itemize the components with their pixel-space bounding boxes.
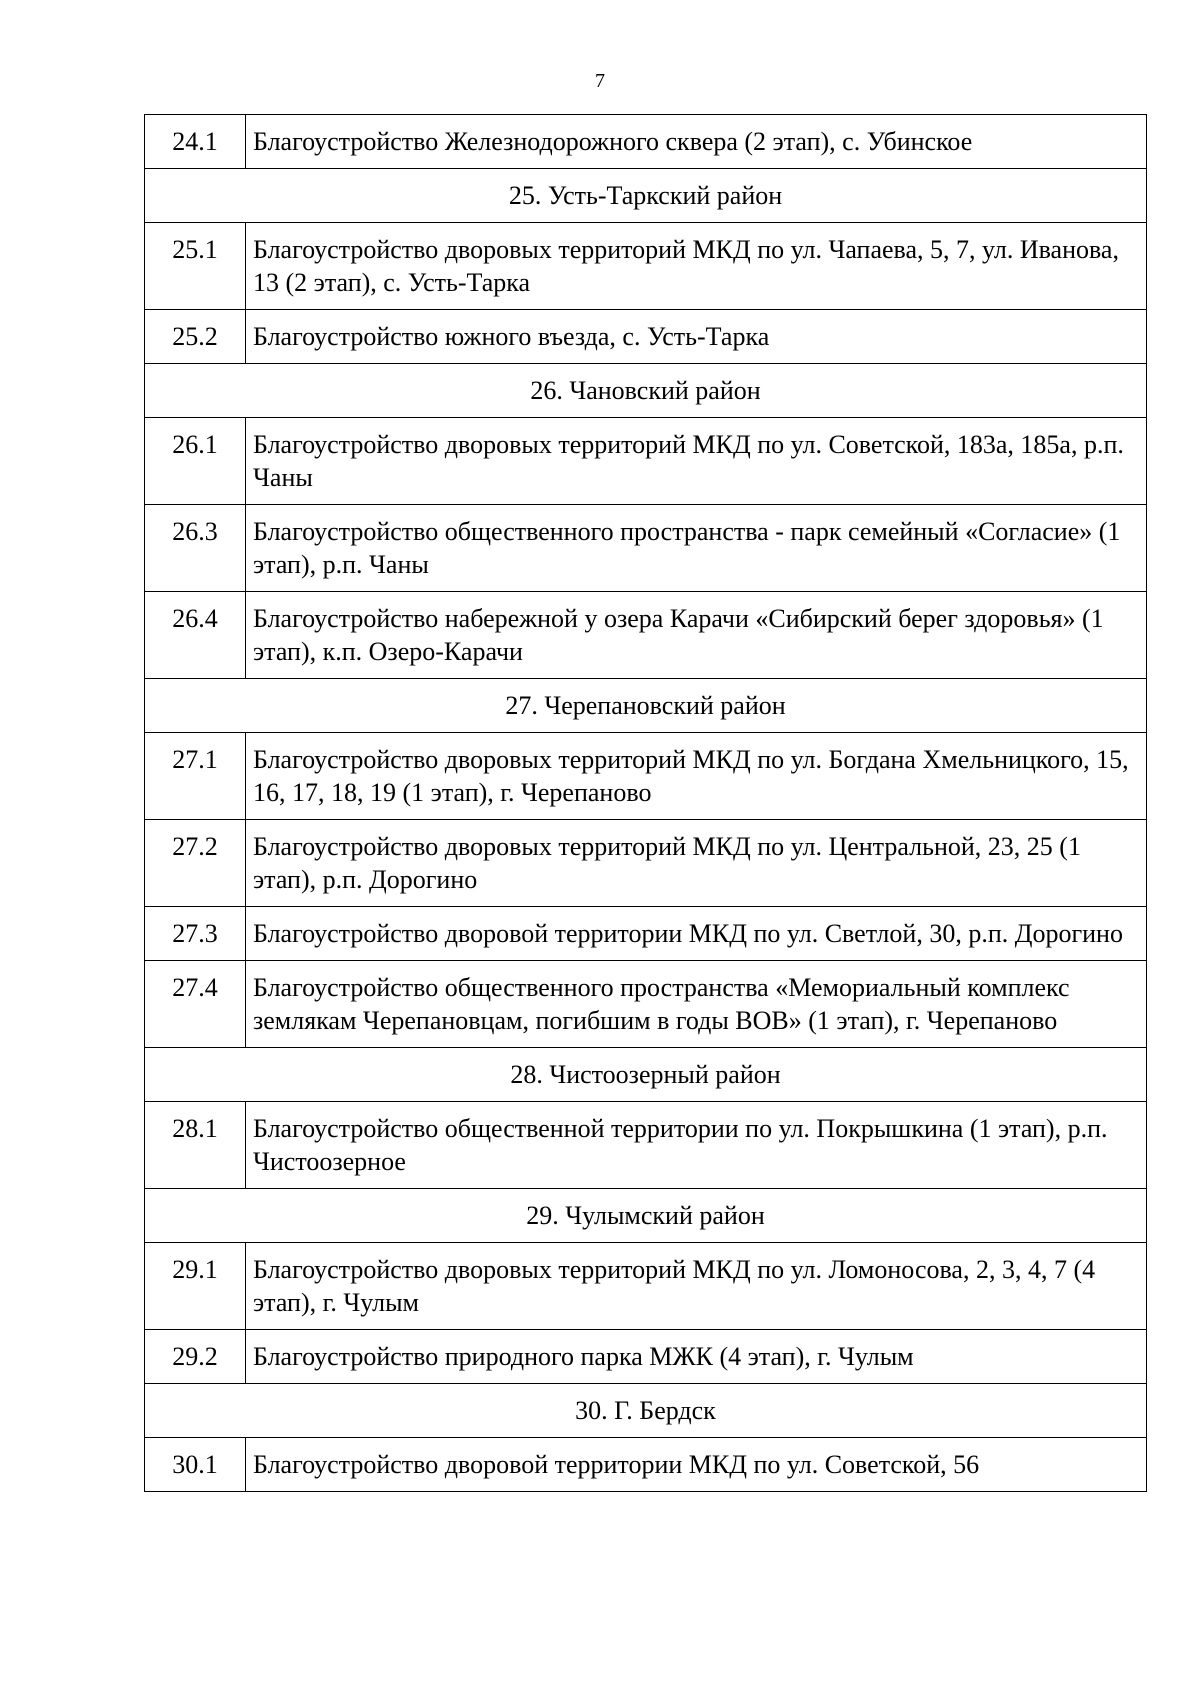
page-number: 7 [595,70,605,92]
table-row [145,418,1147,505]
row-description: Благоустройство дворовых территорий МКД по ул. Ломоносова, 2, 3, 4, 7 (4 этап), г. Чулым [246,1243,1147,1330]
section-title: 27. Черепановский район [145,679,1147,733]
row-description: Благоустройство природного парка МЖК (4 этап), г. Чулым [246,1330,1147,1384]
row-number: 26.4 [145,592,246,679]
row-number: 29.2 [145,1330,246,1384]
row-number: 27.2 [145,820,246,907]
table-row [145,1438,1147,1492]
row-number: 25.2 [145,310,246,364]
table-body [145,115,1147,1492]
row-number: 27.4 [145,961,246,1048]
row-number: 29.1 [145,1243,246,1330]
section-title: 26. Чановский район [145,364,1147,418]
section-title: 30. Г. Бердск [145,1384,1147,1438]
section-row [145,679,1147,733]
row-description: Благоустройство дворовых территорий МКД по ул. Советской, 183а, 185а, р.п. Чаны [246,418,1147,505]
table-row [145,1330,1147,1384]
row-description: Благоустройство дворовой территории МКД по ул. Советской, 56 [246,1438,1147,1492]
table-row [145,907,1147,961]
table-row [145,961,1147,1048]
section-row [145,169,1147,223]
section-row [145,1189,1147,1243]
row-number: 28.1 [145,1102,246,1189]
row-number: 30.1 [145,1438,246,1492]
table-row [145,115,1147,169]
section-title: 25. Усть-Таркский район [145,169,1147,223]
section-row [145,1384,1147,1438]
table-row [145,592,1147,679]
row-number: 27.3 [145,907,246,961]
row-number: 27.1 [145,733,246,820]
row-description: Благоустройство дворовых территорий МКД по ул. Чапаева, 5, 7, ул. Иванова, 13 (2 этап), с. Усть-Тарка [246,223,1147,310]
table-row [145,820,1147,907]
row-number: 26.1 [145,418,246,505]
row-description: Благоустройство южного въезда, с. Усть-Тарка [246,310,1147,364]
table-row [145,1243,1147,1330]
section-title: 28. Чистоозерный район [145,1048,1147,1102]
table-row [145,1102,1147,1189]
row-number: 24.1 [145,115,246,169]
table-row [145,310,1147,364]
row-number: 25.1 [145,223,246,310]
section-row [145,1048,1147,1102]
section-row [145,364,1147,418]
section-title: 29. Чулымский район [145,1189,1147,1243]
row-description: Благоустройство общественной территории по ул. Покрышкина (1 этап), р.п. Чистоозерное [246,1102,1147,1189]
row-description: Благоустройство дворовых территорий МКД по ул. Центральной, 23, 25 (1 этап), р.п. Дорогино [246,820,1147,907]
table-row [145,223,1147,310]
table-row [145,733,1147,820]
row-description: Благоустройство дворовых территорий МКД по ул. Богдана Хмельницкого, 15, 16, 17, 18, 19 (1 этап), г. Черепаново [246,733,1147,820]
row-description: Благоустройство набережной у озера Карачи «Сибирский берег здоровья» (1 этап), к.п. Озеро-Карачи [246,592,1147,679]
row-description: Благоустройство общественного пространства - парк семейный «Согласие» (1 этап), р.п. Чаны [246,505,1147,592]
row-description: Благоустройство Железнодорожного сквера (2 этап), с. Убинское [246,115,1147,169]
row-description: Благоустройство общественного пространства «Мемориальный комплекс землякам Черепановцам, погибшим в годы ВОВ» (1 этап), г. Черепаново [246,961,1147,1048]
table-row [145,505,1147,592]
projects-table [144,114,1147,1492]
row-number: 26.3 [145,505,246,592]
row-description: Благоустройство дворовой территории МКД по ул. Светлой, 30, р.п. Дорогино [246,907,1147,961]
